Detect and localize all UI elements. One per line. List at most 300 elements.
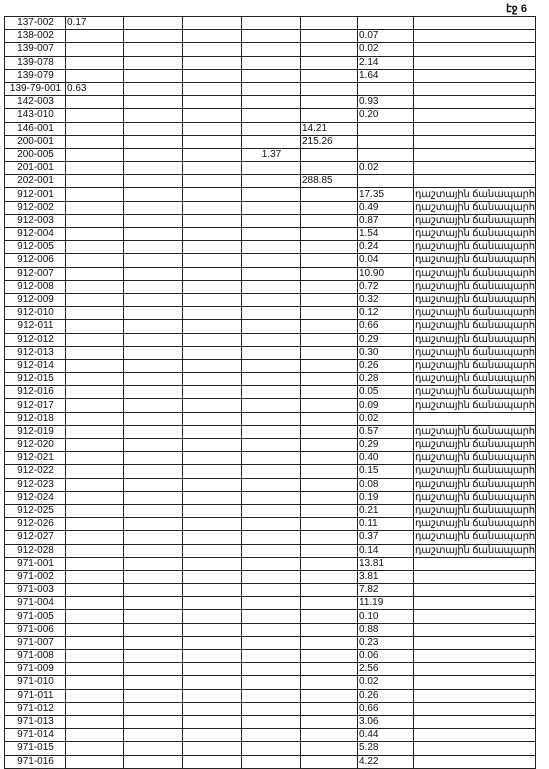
value-cell [242, 320, 301, 333]
table-row [5, 491, 536, 504]
parcel-code-cell: 138-002 [5, 30, 66, 43]
value-cell [301, 254, 358, 267]
value-cell [242, 359, 301, 372]
value-cell [66, 69, 124, 82]
parcel-code-cell: 912-026 [5, 518, 66, 531]
table-row [5, 504, 536, 517]
note-cell: դաշտային ճանապարհ [415, 518, 535, 530]
value-cell: 1.37 [242, 148, 301, 161]
value-cell [66, 689, 124, 702]
value-cell [301, 346, 358, 359]
note-cell [414, 623, 536, 636]
value-cell [301, 597, 358, 610]
value-cell [183, 399, 242, 412]
note-cell [414, 742, 536, 755]
table-row [5, 69, 536, 82]
value-cell: 0.06 [358, 650, 414, 663]
table-row [5, 399, 536, 412]
parcel-code-cell: 912-005 [5, 241, 66, 254]
value-cell: 0.32 [358, 293, 414, 306]
value-cell [124, 214, 183, 227]
table-row [5, 729, 536, 742]
value-cell [242, 43, 301, 56]
value-cell: 14.21 [301, 122, 358, 135]
value-cell [242, 412, 301, 425]
value-cell: 0.19 [358, 491, 414, 504]
parcel-code-cell: 139-79-001 [5, 82, 66, 95]
value-cell [183, 518, 242, 531]
value-cell [66, 729, 124, 742]
value-cell [124, 425, 183, 438]
note-cell [414, 135, 536, 148]
value-cell [242, 478, 301, 491]
value-cell [301, 148, 358, 161]
value-cell: 0.02 [358, 162, 414, 175]
value-cell [301, 82, 358, 95]
note-cell [414, 82, 536, 95]
parcel-code-cell: 912-022 [5, 465, 66, 478]
value-cell [242, 663, 301, 676]
parcel-code-cell: 971-012 [5, 702, 66, 715]
value-cell [124, 610, 183, 623]
value-cell [301, 373, 358, 386]
note-cell: դաշտային ճանապարհ [415, 188, 535, 200]
value-cell [124, 755, 183, 768]
parcel-code-cell: 971-014 [5, 729, 66, 742]
value-cell [242, 755, 301, 768]
note-cell: դաշտային ճանապարհ [415, 452, 535, 464]
value-cell [66, 135, 124, 148]
value-cell [242, 96, 301, 109]
value-cell [183, 17, 242, 30]
value-cell: 0.66 [358, 702, 414, 715]
value-cell [242, 293, 301, 306]
parcel-code-cell: 137-002 [5, 17, 66, 30]
value-cell [183, 742, 242, 755]
note-cell: դաշտային ճանապարհ [415, 544, 535, 556]
value-cell [124, 175, 183, 188]
value-cell [66, 465, 124, 478]
value-cell: 0.07 [358, 30, 414, 43]
value-cell: 0.29 [358, 333, 414, 346]
parcel-code-cell: 912-002 [5, 201, 66, 214]
value-cell [124, 531, 183, 544]
table-row [5, 228, 536, 241]
value-cell [358, 82, 414, 95]
table-row [5, 82, 536, 95]
parcel-code-cell: 912-010 [5, 307, 66, 320]
parcel-code-cell: 200-001 [5, 135, 66, 148]
value-cell [183, 663, 242, 676]
value-cell [242, 491, 301, 504]
value-cell [242, 386, 301, 399]
parcel-code-cell: 912-023 [5, 478, 66, 491]
note-cell: դաշտային ճանապարհ [415, 505, 535, 517]
value-cell [183, 214, 242, 227]
value-cell [183, 162, 242, 175]
value-cell [242, 702, 301, 715]
note-cell [414, 584, 536, 597]
value-cell [183, 412, 242, 425]
table-row [5, 293, 536, 306]
value-cell [183, 201, 242, 214]
parcel-code-cell: 201-001 [5, 162, 66, 175]
value-cell [242, 69, 301, 82]
value-cell [124, 452, 183, 465]
value-cell [66, 570, 124, 583]
value-cell [183, 122, 242, 135]
value-cell [66, 162, 124, 175]
value-cell [183, 280, 242, 293]
value-cell [242, 346, 301, 359]
value-cell [301, 504, 358, 517]
note-cell: դաշտային ճանապարհ [415, 320, 535, 332]
value-cell: 7.82 [358, 584, 414, 597]
value-cell [66, 43, 124, 56]
value-cell [66, 293, 124, 306]
table-row [5, 280, 536, 293]
value-cell [124, 267, 183, 280]
value-cell [66, 439, 124, 452]
value-cell [66, 544, 124, 557]
value-cell [183, 346, 242, 359]
value-cell [301, 636, 358, 649]
note-cell [414, 148, 536, 161]
value-cell [242, 610, 301, 623]
value-cell [124, 584, 183, 597]
value-cell [66, 333, 124, 346]
value-cell [66, 307, 124, 320]
value-cell [183, 755, 242, 768]
value-cell [66, 584, 124, 597]
table-row [5, 148, 536, 161]
value-cell [183, 254, 242, 267]
value-cell: 0.29 [358, 439, 414, 452]
value-cell [301, 333, 358, 346]
value-cell: 0.72 [358, 280, 414, 293]
table-row [5, 623, 536, 636]
parcel-code-cell: 202-001 [5, 175, 66, 188]
note-cell [414, 122, 536, 135]
value-cell [242, 425, 301, 438]
page-number: էջ 6 [506, 3, 527, 15]
value-cell: 0.28 [358, 373, 414, 386]
table-row [5, 359, 536, 372]
value-cell [301, 584, 358, 597]
value-cell [301, 109, 358, 122]
note-cell [414, 109, 536, 122]
table-row [5, 518, 536, 531]
value-cell [66, 518, 124, 531]
value-cell [183, 689, 242, 702]
value-cell [242, 188, 301, 201]
value-cell [124, 241, 183, 254]
note-cell [414, 17, 536, 30]
table-row [5, 742, 536, 755]
value-cell [301, 43, 358, 56]
value-cell [301, 69, 358, 82]
value-cell [124, 544, 183, 557]
value-cell [242, 439, 301, 452]
value-cell [66, 188, 124, 201]
note-cell: դաշտային ճանապարհ [415, 228, 535, 240]
value-cell: 0.02 [358, 412, 414, 425]
parcel-code-cell: 971-002 [5, 570, 66, 583]
value-cell [301, 729, 358, 742]
parcel-code-cell: 912-017 [5, 399, 66, 412]
value-cell [124, 30, 183, 43]
parcel-code-cell: 912-006 [5, 254, 66, 267]
value-cell [183, 228, 242, 241]
value-cell [242, 544, 301, 557]
parcel-code-cell: 971-015 [5, 742, 66, 755]
parcel-code-cell: 912-009 [5, 293, 66, 306]
note-cell [414, 175, 536, 188]
table-row [5, 439, 536, 452]
value-cell [242, 504, 301, 517]
value-cell [301, 663, 358, 676]
value-cell [183, 491, 242, 504]
value-cell: 0.49 [358, 201, 414, 214]
table-row [5, 267, 536, 280]
value-cell [242, 82, 301, 95]
value-cell [301, 465, 358, 478]
value-cell: 0.87 [358, 214, 414, 227]
value-cell [242, 228, 301, 241]
note-cell: դաշտային ճանապարհ [415, 254, 535, 266]
value-cell [66, 531, 124, 544]
parcel-code-cell: 912-011 [5, 320, 66, 333]
note-cell [414, 162, 536, 175]
value-cell [183, 676, 242, 689]
parcel-code-cell: 971-003 [5, 584, 66, 597]
value-cell: 0.37 [358, 531, 414, 544]
table-row [5, 201, 536, 214]
value-cell [183, 386, 242, 399]
value-cell [66, 597, 124, 610]
table-row [5, 56, 536, 69]
value-cell: 4.22 [358, 755, 414, 768]
value-cell [66, 478, 124, 491]
value-cell [124, 280, 183, 293]
note-cell: դաշտային ճանապարհ [415, 439, 535, 451]
note-cell: դաշտային ճանապարհ [415, 373, 535, 385]
value-cell [124, 650, 183, 663]
value-cell [124, 333, 183, 346]
value-cell: 5.28 [358, 742, 414, 755]
note-cell [414, 729, 536, 742]
value-cell [358, 148, 414, 161]
value-cell [301, 557, 358, 570]
value-cell [301, 17, 358, 30]
parcel-code-cell: 912-015 [5, 373, 66, 386]
note-cell: դաշտային ճանապարհ [415, 531, 535, 543]
table-row [5, 373, 536, 386]
value-cell [183, 439, 242, 452]
value-cell [242, 557, 301, 570]
parcel-code-cell: 912-003 [5, 214, 66, 227]
note-cell [414, 570, 536, 583]
table-row [5, 663, 536, 676]
value-cell: 11.19 [358, 597, 414, 610]
value-cell [124, 636, 183, 649]
value-cell [301, 742, 358, 755]
value-cell [66, 56, 124, 69]
table-row [5, 241, 536, 254]
table-row [5, 452, 536, 465]
value-cell [66, 122, 124, 135]
value-cell [183, 96, 242, 109]
value-cell [242, 597, 301, 610]
parcel-code-cell: 912-012 [5, 333, 66, 346]
parcel-code-cell: 912-001 [5, 188, 66, 201]
value-cell [301, 267, 358, 280]
table-row [5, 188, 536, 201]
value-cell [66, 715, 124, 728]
value-cell [242, 280, 301, 293]
value-cell [301, 412, 358, 425]
note-cell [414, 676, 536, 689]
table-row [5, 478, 536, 491]
parcel-code-cell: 912-027 [5, 531, 66, 544]
value-cell [183, 557, 242, 570]
parcel-code-cell: 971-007 [5, 636, 66, 649]
value-cell [124, 623, 183, 636]
value-cell [301, 570, 358, 583]
table-row [5, 597, 536, 610]
value-cell [301, 280, 358, 293]
value-cell: 0.15 [358, 465, 414, 478]
value-cell [301, 689, 358, 702]
value-cell [301, 96, 358, 109]
table-row [5, 412, 536, 425]
value-cell: 2.56 [358, 663, 414, 676]
parcel-code-cell: 971-005 [5, 610, 66, 623]
table-row [5, 544, 536, 557]
value-cell [124, 689, 183, 702]
value-cell [183, 650, 242, 663]
value-cell [183, 188, 242, 201]
value-cell [124, 188, 183, 201]
value-cell [183, 597, 242, 610]
value-cell [124, 742, 183, 755]
value-cell [301, 214, 358, 227]
value-cell [124, 478, 183, 491]
value-cell [242, 676, 301, 689]
value-cell [183, 373, 242, 386]
table-row [5, 214, 536, 227]
note-cell: դաշտային ճանապարհ [415, 294, 535, 306]
value-cell [183, 715, 242, 728]
value-cell [183, 584, 242, 597]
value-cell [66, 412, 124, 425]
value-cell [183, 544, 242, 557]
value-cell [242, 56, 301, 69]
value-cell [124, 96, 183, 109]
value-cell [301, 425, 358, 438]
value-cell [124, 359, 183, 372]
parcel-code-cell: 912-025 [5, 504, 66, 517]
value-cell [66, 96, 124, 109]
value-cell [301, 241, 358, 254]
value-cell: 0.11 [358, 518, 414, 531]
table-row [5, 465, 536, 478]
table-row [5, 346, 536, 359]
table-row [5, 676, 536, 689]
value-cell [66, 491, 124, 504]
value-cell: 0.05 [358, 386, 414, 399]
parcel-code-cell: 912-024 [5, 491, 66, 504]
value-cell: 3.81 [358, 570, 414, 583]
table-row [5, 109, 536, 122]
table-row [5, 570, 536, 583]
parcel-code-cell: 912-013 [5, 346, 66, 359]
value-cell [66, 109, 124, 122]
note-cell: դաշտային ճանապարհ [415, 333, 535, 345]
value-cell [124, 82, 183, 95]
value-cell [66, 201, 124, 214]
value-cell [301, 56, 358, 69]
value-cell [183, 465, 242, 478]
note-cell: դաշտային ճանապարհ [415, 307, 535, 319]
note-cell: դաշտային ճանապարհ [415, 465, 535, 477]
value-cell [301, 478, 358, 491]
value-cell: 0.21 [358, 504, 414, 517]
value-cell [66, 399, 124, 412]
value-cell: 0.02 [358, 676, 414, 689]
value-cell [242, 742, 301, 755]
value-cell [124, 148, 183, 161]
table-row [5, 30, 536, 43]
value-cell [183, 267, 242, 280]
note-cell [414, 715, 536, 728]
parcel-code-cell: 971-006 [5, 623, 66, 636]
note-cell: դաշտային ճանապարհ [415, 241, 535, 253]
value-cell [242, 175, 301, 188]
parcel-code-cell: 912-028 [5, 544, 66, 557]
value-cell [301, 386, 358, 399]
table-row [5, 584, 536, 597]
parcel-code-cell: 142-003 [5, 96, 66, 109]
value-cell [124, 373, 183, 386]
value-cell [124, 293, 183, 306]
value-cell [183, 359, 242, 372]
value-cell [358, 17, 414, 30]
value-cell [301, 531, 358, 544]
table-row [5, 254, 536, 267]
value-cell [183, 148, 242, 161]
value-cell: 10.90 [358, 267, 414, 280]
value-cell: 17.35 [358, 188, 414, 201]
value-cell [183, 425, 242, 438]
note-cell [414, 663, 536, 676]
value-cell: 0.30 [358, 346, 414, 359]
table-row [5, 333, 536, 346]
note-cell [414, 96, 536, 109]
value-cell [301, 676, 358, 689]
note-cell: դաշտային ճանապարհ [415, 478, 535, 490]
value-cell [183, 531, 242, 544]
table-row [5, 557, 536, 570]
value-cell [242, 267, 301, 280]
note-cell [414, 412, 536, 425]
table-row [5, 386, 536, 399]
note-cell [414, 650, 536, 663]
table-row [5, 610, 536, 623]
parcel-code-cell: 139-079 [5, 69, 66, 82]
parcel-code-cell: 971-001 [5, 557, 66, 570]
value-cell [124, 69, 183, 82]
